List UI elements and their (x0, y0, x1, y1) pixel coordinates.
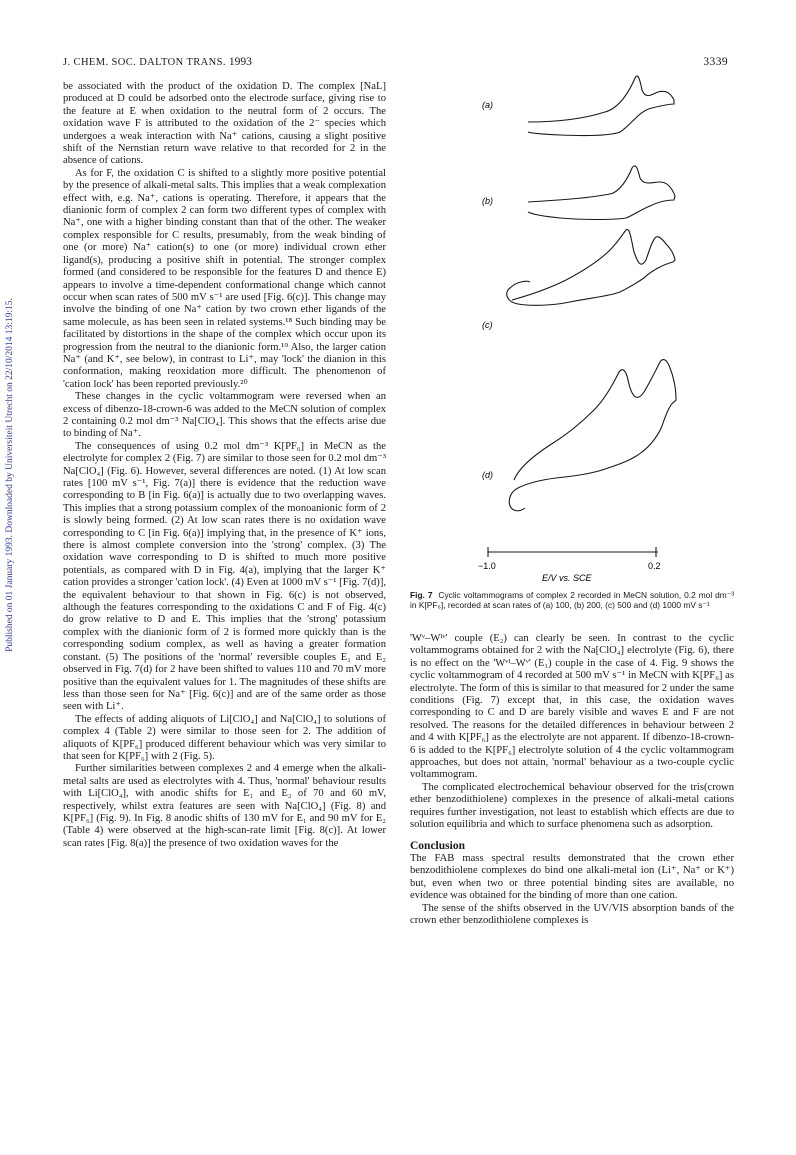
conclusion-heading: Conclusion (410, 839, 465, 852)
page-number: 3339 (703, 56, 728, 68)
panel-label-d: (d) (482, 470, 493, 480)
panel-label-a: (a) (482, 100, 493, 110)
voltammogram-d (509, 360, 676, 511)
caption-title: Fig. 7 (410, 590, 433, 600)
figure-caption (410, 590, 734, 610)
paragraph: Further similarities between complexes 2 and 4 emerge when the alkali-metal salts are used as electrolytes with 4. Thus, 'normal' behaviour results with Li[ClO₄], with anodic shifts for E₁ and E₂ of 70 and 60 mV, respectively, whilst extra features are seen with Na[ClO₄] (Fig. 8) and K[PF₆] (Fig. 9). In Fig. 8 anodic shifts of 130 mV for E₁ and 90 mV for E₂ (Table 4) were observed at the high-scan-rate limit [Fig. 8(c)]. At lower scan rates [Fig. 8(a)] the presence of two oxidation waves for the (63, 763, 386, 849)
cyclic-voltammograms (470, 70, 696, 590)
panel-label-b: (b) (482, 196, 493, 206)
paragraph: These changes in the cyclic voltammogram were reversed when an excess of dibenzo-18-crown-6 was added to the MeCN solution of complex 2 containing 0.2 mol dm⁻³ Na[ClO₄]. This shows that the effects arise due to binding of Na⁺. (63, 391, 386, 440)
download-notice: Published on 01 January 1993. Downloaded by Universiteit Utrecht on 22/10/2014 13:19:15. (5, 298, 15, 652)
voltammogram-a (528, 76, 674, 136)
journal-name: J. CHEM. SOC. DALTON TRANS. (63, 57, 226, 68)
x-tick-label-right: 0.2 (648, 561, 661, 571)
paragraph: The sense of the shifts observed in the UV/VIS absorption bands of the crown ether benzodithiolene complexes is (410, 902, 734, 926)
paragraph: The FAB mass spectral results demonstrated that the crown ether benzodithiolene complexes do bind one alkali-metal ion (Li⁺, Na⁺ or K⁺) but, even when two or three potential binding sites are available, no evidence was obtained for the binding of more than one cation. (410, 852, 734, 902)
caption-text: Cyclic voltammograms of complex 2 recorded in MeCN solution, 0.2 mol dm⁻³ in K[PF₆], recorded at scan rates of (a) 100, (b) 200, (c) 500 and (d) 1000 mV s⁻¹ (410, 590, 734, 610)
left-column (63, 81, 386, 850)
figure-7 (470, 70, 696, 590)
right-column (410, 633, 734, 927)
x-axis-label: E/V vs. SCE (542, 573, 592, 583)
paragraph: 'Wᵛ–Wᴵᵛ' couple (E₂) can clearly be seen. In contrast to the cyclic voltammograms obtained for 2 with the Na[ClO₄] electrolyte (Fig. 6), there is no effect on the 'Wᵛᴵ–Wᵛ' (E₁) couple in the case of 4. Fig. 9 shows the cyclic voltammogram of 4 recorded at 500 mV s⁻¹ in MeCN with K[PF₆] as electrolyte. The form of this is similar to that measured for 2 under the same conditions (Fig. 7) except that, in this case, the oxidation waves corresponding to C and D are barely visible and waves E and F are not resolved. The reasons for the detailed differences in behaviour between 2 and 4 with K[PF₆] as the electrolyte are not apparent. If dibenzo-18-crown-6 is added to the K[PF₆] electrolyte solution of 4 the cyclic voltammogram approaches, but does not attain, 'normal' behaviour as a two-couple cyclic voltammogram. (410, 633, 734, 781)
paragraph: As for F, the oxidation C is shifted to a slightly more positive potential by the presence of alkali-metal salts. This implies that a weak complexation effect with, e.g. Na⁺, cations is operating. Therefore, it appears that the dianionic form of complex 2 can form two different types of complex with Na⁺, one with a higher binding constant than that of the other. The weaker complex responsible for C results, presumably, from the weak binding of one (or more) Na⁺ cation(s) to one (or more) individual crown ether ligand(s), producing a positive shift in potential. The stronger complex formed (and considered to be responsible for the features D and thence E) appears to involve a time-dependent conformational change which cannot occur when scan rates of 500 mV s⁻¹ are used [Fig. 6(c)]. This change may involve the binding of one Na⁺ cation by two crown ether ligands of the same molecule, as has been seen in related systems.¹⁸ Such binding may be facilitated by distortions in the shape of the complex which occur upon its progression from the neutral to the dianionic form.¹⁹ Also, the larger cation Na⁺ (and K⁺, see below), in contrast to Li⁺, may 'lock' the dianion in this conformation, making reoxidation more difficult. The phenomenon of 'cation lock' has been reported previously.²⁰ (63, 167, 386, 390)
paragraph: The consequences of using 0.2 mol dm⁻³ K[PF₆] in MeCN as the electrolyte for complex 2 (Fig. 7) are similar to those seen for 0.2 mol dm⁻³ Na[ClO₄] (Fig. 6). However, several differences are noted. (1) At low scan rates [100 mV s⁻¹, Fig. 7(a)] there is evidence that the reduction wave corresponding to B [in Fig. 6(a)] is actually due to two overlapping waves. This implies that a strong potassium complex of the monoanionic form of 2 is slowly being formed. (2) At low scan rates there is no oxidation wave corresponding to C [in Fig. 6(a)] implying that, in the presence of K⁺ ions, there is almost complete conversion into the 'strong' complex. (3) The oxidation wave corresponding to D is shifted to much more positive potentials, as compared with D in Fig. 4(a), implying that the larger K⁺ cation provides a stronger 'cation lock'. (4) Even at 1000 mV s⁻¹ [Fig. 7(d)], the equivalent behaviour to that shown in Fig. 6(c) is not observed, although the features corresponding to the oxidations C and F of Fig. 4(c) do grow relative to D and E. This implies that the 'strong' potassium complex with the dianionic form of 2 is formed more quickly than is the corresponding sodium complex, as well as having a greater formation constant. (5) The positions of the 'normal' reversible couples E₁ and E₂ observed in Fig. 7(d) for 2 have been shifted to values 110 and 70 mV more positive than the equivalent values for 1. The magnitudes of these shifts are less than those seen for Na⁺ [Fig. 6(c)] and are of the same order as those seen with Li⁺. (63, 440, 386, 713)
panel-label-c: (c) (482, 320, 493, 330)
paragraph: The complicated electrochemical behaviour observed for the tris(crown ether benzodithiolene) complexes in the presence of alkali-metal cations requires further investigation, not least to establish which effects are due to solution equilibria and which to surface phenomena such as adsorption. (410, 781, 734, 831)
running-header (63, 56, 252, 68)
voltammogram-c (507, 229, 675, 305)
journal-year: 1993 (228, 56, 252, 68)
paragraph: be associated with the product of the oxidation D. The complex [NaL] produced at D could be adsorbed onto the electrode surface, giving rise to the feature at E when oxidation to the neutral form of 2 occurs. The oxidation wave F is attributed to the oxidation of the 2⁻ species which undergoes a weak interaction with Na⁺ cations, causing a slight positive shift of the Nernstian return wave relative to that recorded for 2 in the absence of cations. (63, 81, 386, 167)
download-watermark (0, 0, 18, 1155)
paragraph: The effects of adding aliquots of Li[ClO₄] and Na[ClO₄] to solutions of complex 4 (Table 2) were similar to those seen for 2. The addition of aliquots of K[PF₆] produced different behaviour which was very similar to that seen for K[PF₆] with 2 (Fig. 5). (63, 713, 386, 762)
x-tick-label-left: −1.0 (478, 561, 496, 571)
voltammogram-b (528, 166, 675, 220)
